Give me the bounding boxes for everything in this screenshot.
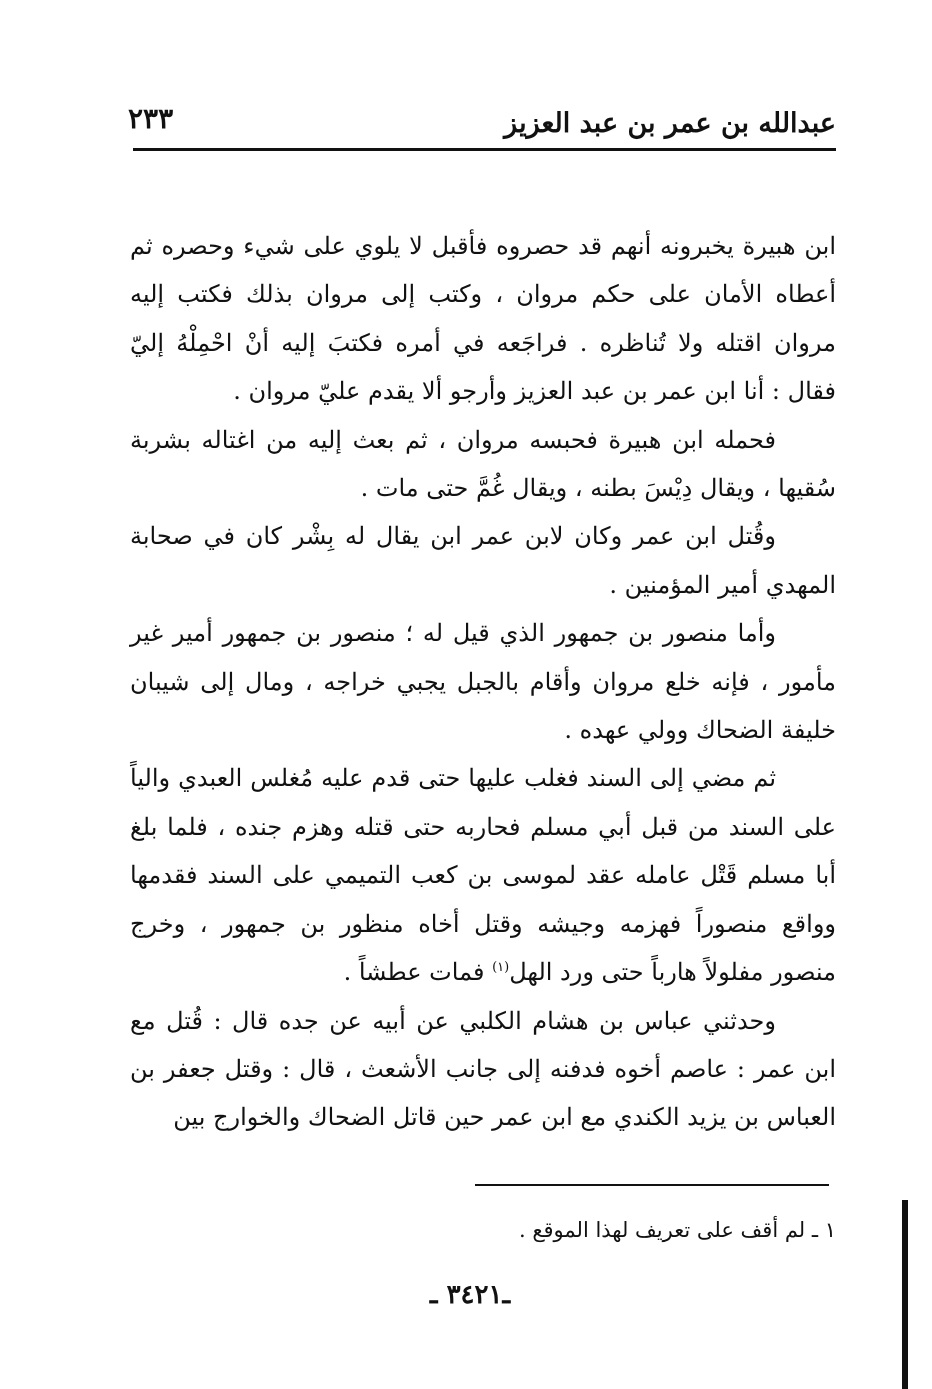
paragraph-3: وقُتل ابن عمر وكان لابن عمر ابن يقال له بِشْر كان في صحابة المهدي أمير المؤمنين .: [130, 522, 836, 599]
folio-number: ـ٣٤٢١ ـ: [429, 1280, 511, 1310]
footnote: ١ ـ لم أقف على تعريف لهذا الموقع .: [518, 1218, 836, 1242]
running-title: عبدالله بن عمر بن عبد العزيز: [504, 108, 836, 139]
header-rule: [133, 148, 836, 151]
paragraph-4: وأما منصور بن جمهور الذي قيل له ؛ منصور بن جمهور أمير غير مأمور ، فإنه خلع مروان وأقام بالجبل يجبي خراجه ، ومال إلى شيبان خليفة الضحاك وولي عهده .: [130, 619, 836, 745]
paragraph-5-text-after: فمات عطشاً .: [343, 958, 493, 987]
scan-edge-mark: [902, 1200, 908, 1389]
paragraph-6: وحدثني عباس بن هشام الكلبي عن أبيه عن جده قال : قُتل مع ابن عمر : عاصم أخوه فدفنه إلى جانب الأشعث ، قال : وقتل جعفر بن العباس بن يزيد الكندي مع ابن عمر حين قاتل الضحاك والخوارج بين: [130, 1006, 836, 1132]
paragraph-5: [130, 754, 836, 996]
footnote-rule: [475, 1184, 829, 1186]
running-header: [128, 96, 836, 144]
paragraph-1: ابن هبيرة يخبرونه أنهم قد حصروه فأقبل لا يلوي على شيء وحصره ثم أعطاه الأمان على حكم مروان ، وكتب إلى مروان بذلك فكتب إليه مروان اقتله ولا تُناظره . فراجَعه في أمره فكتبَ إليه أنْ احْمِلْهُ إليّ فقال : أنا ابن عمر بن عبد العزيز وأرجو ألا يقدم عليّ مروان .: [130, 232, 836, 406]
paragraph-2: فحمله ابن هبيرة فحبسه مروان ، ثم بعث إليه من اغتاله بشربة سُقيها ، ويقال دِيْسَ بطنه ، ويقال غُمَّ حتى مات .: [130, 425, 836, 503]
header-page-number: ٢٣٣: [128, 102, 174, 135]
body-text: [130, 222, 836, 1142]
footnote-reference: (١): [492, 960, 510, 976]
paragraph-5-text: ثم مضي إلى السند فغلب عليها حتى قدم عليه مُغلس العبدي والياً على السند من قبل أبي مسلم فحاربه حتى قتله وهزم جنده ، فلما بلغ أبا مسلم قَتْل عامله عقد لموسى بن كعب التميمي على السند فقدمها وواقع منصوراً فهزمه وجيشه وقتل أخاه منظور بن جمهور ، وخرج منصور مفلولاً هارباً حتى ورد الهل: [130, 764, 837, 987]
